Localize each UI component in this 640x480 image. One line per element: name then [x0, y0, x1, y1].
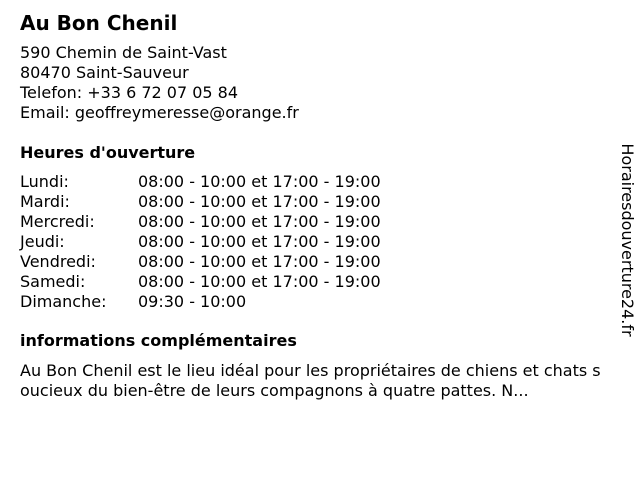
day-label: Jeudi:	[20, 232, 65, 251]
hours-row-monday	[20, 172, 381, 192]
hours-row-sunday	[20, 292, 381, 312]
day-label: Lundi:	[20, 172, 69, 191]
day-hours: 08:00 - 10:00 et 17:00 - 19:00	[138, 232, 381, 251]
address-city: 80470 Saint-Sauveur	[20, 63, 189, 82]
business-name: Au Bon Chenil	[20, 11, 178, 35]
day-label: Samedi:	[20, 272, 86, 291]
day-hours: 08:00 - 10:00 et 17:00 - 19:00	[138, 192, 381, 211]
contact-block	[20, 43, 610, 123]
business-description: Au Bon Chenil est le lieu idéal pour les propriétaires de chiens et chats soucieux du bien-être de leurs compagnons à quatre pattes. N...	[20, 361, 601, 400]
email-address: Email: geoffreymeresse@orange.fr	[20, 103, 299, 122]
day-label: Dimanche:	[20, 292, 107, 311]
hours-row-friday	[20, 252, 381, 272]
hours-row-thursday	[20, 232, 381, 252]
day-hours: 09:30 - 10:00	[138, 292, 247, 311]
day-label: Mardi:	[20, 192, 70, 211]
day-label: Vendredi:	[20, 252, 96, 271]
hours-row-wednesday	[20, 212, 381, 232]
hours-row-tuesday	[20, 192, 381, 212]
site-watermark: Horairesdouverture24.fr	[618, 143, 637, 337]
hours-row-saturday	[20, 272, 381, 292]
day-hours: 08:00 - 10:00 et 17:00 - 19:00	[138, 212, 381, 231]
opening-hours-heading: Heures d'ouverture	[20, 143, 196, 162]
day-hours: 08:00 - 10:00 et 17:00 - 19:00	[138, 172, 381, 191]
day-label: Mercredi:	[20, 212, 95, 231]
phone-number: Telefon: +33 6 72 07 05 84	[20, 83, 239, 102]
business-card	[20, 10, 610, 401]
opening-hours-table	[20, 172, 381, 312]
address-street: 590 Chemin de Saint-Vast	[20, 43, 227, 62]
additional-info-heading: informations complémentaires	[20, 331, 297, 350]
day-hours: 08:00 - 10:00 et 17:00 - 19:00	[138, 252, 381, 271]
day-hours: 08:00 - 10:00 et 17:00 - 19:00	[138, 272, 381, 291]
